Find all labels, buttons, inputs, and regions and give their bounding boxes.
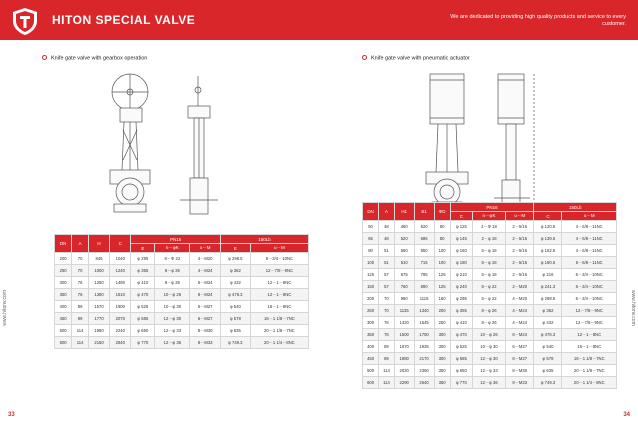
table-cell: 10－φ 30 xyxy=(473,341,506,353)
table-cell: 114 xyxy=(72,337,89,349)
table-cell: 125 xyxy=(434,269,450,281)
table-cell: 1980 xyxy=(88,325,109,337)
table-cell: 520 xyxy=(414,221,434,233)
table-cell: 8－Φ 22 xyxy=(155,253,190,265)
table-cell: 125 xyxy=(363,269,379,281)
table-row xyxy=(363,317,617,329)
table-cell: 250 xyxy=(55,265,72,277)
table-cell: φ 241.3 xyxy=(534,281,562,293)
table-row xyxy=(363,365,617,377)
table-cell: 150 xyxy=(363,281,379,293)
table-cell: 2640 xyxy=(110,337,131,349)
table-cell: 715 xyxy=(414,257,434,269)
table-cell: 12－φ 36 xyxy=(473,377,506,389)
table-cell: φ 145 xyxy=(450,233,472,245)
table-cell: 1925 xyxy=(414,341,434,353)
table-cell: 1880 xyxy=(394,353,414,365)
col-h1: H1 xyxy=(394,203,414,221)
table-cell: 12－φ 36 xyxy=(155,337,190,349)
table-cell: 100 xyxy=(363,257,379,269)
table-cell: 500 xyxy=(363,365,379,377)
table-cell: 114 xyxy=(379,365,395,377)
col-dn: DN xyxy=(55,235,72,253)
section-title-left-text: Knife gate valve with gearbox operation xyxy=(51,55,148,62)
table-cell: φ 295 xyxy=(131,253,155,265)
col-d: ΦD xyxy=(434,203,450,221)
table-cell: 12－φ 30 xyxy=(473,353,506,365)
table-cell: 1610 xyxy=(110,289,131,301)
table-row xyxy=(363,377,617,389)
table-cell: 12－7/8－9NC xyxy=(250,265,308,277)
table-cell: 350 xyxy=(363,329,379,341)
table-row xyxy=(55,289,309,301)
col-pn16-c: C xyxy=(450,212,472,221)
table-cell: 600 xyxy=(55,337,72,349)
table-row xyxy=(363,353,617,365)
table-cell: φ 362 xyxy=(534,305,562,317)
table-cell: 16－1 1/8－7NC xyxy=(250,313,308,325)
table-cell: 76 xyxy=(379,317,395,329)
table-cell: 6－φ 18 xyxy=(473,245,506,257)
table-cell: φ 650 xyxy=(131,325,155,337)
table-cell: 250 xyxy=(434,317,450,329)
table-cell: 57 xyxy=(379,269,395,281)
table-cell: 200 xyxy=(434,305,450,317)
table-cell: 400 xyxy=(363,341,379,353)
table-cell: 10－φ 26 xyxy=(155,289,190,301)
table-row xyxy=(363,269,617,281)
gearbox-spec-table xyxy=(54,234,309,349)
table-cell: 450 xyxy=(363,353,379,365)
table-cell: 650 xyxy=(414,245,434,257)
table-cell: 350 xyxy=(434,365,450,377)
table-cell: 2－5/16 xyxy=(505,257,534,269)
table-cell: 2－5/16 xyxy=(505,233,534,245)
table-cell: φ 432 xyxy=(534,317,562,329)
table-cell: φ 476.3 xyxy=(220,289,250,301)
section-title-right-text: Knife gate valve with pneumatic actuator xyxy=(371,55,470,62)
table-cell: 675 xyxy=(394,269,414,281)
table-cell: 2－M20 xyxy=(505,281,534,293)
table-row xyxy=(363,233,617,245)
table-cell: 586 xyxy=(414,233,434,245)
table-row xyxy=(363,341,617,353)
col-150lb-c: C xyxy=(534,212,562,221)
bullet-icon xyxy=(42,55,47,60)
table-cell: φ 355 xyxy=(131,265,155,277)
table-row xyxy=(363,257,617,269)
table-cell: 80 xyxy=(363,245,379,257)
shield-logo-icon xyxy=(10,6,40,36)
table-cell: φ 578 xyxy=(220,313,250,325)
table-cell: 2360 xyxy=(414,365,434,377)
table-cell: φ 540 xyxy=(220,301,250,313)
table-cell: 6－φ 22 xyxy=(473,293,506,305)
table-cell: 80 xyxy=(434,221,450,233)
table-cell: 6－M24 xyxy=(505,329,534,341)
table-cell: 57 xyxy=(379,281,395,293)
table-cell: 300 xyxy=(434,341,450,353)
table-cell: 6－3/4－10NC xyxy=(562,281,617,293)
table-cell: φ 298.5 xyxy=(534,293,562,305)
table-cell: φ 410 xyxy=(450,317,472,329)
table-cell: 890 xyxy=(414,281,434,293)
table-cell: 89 xyxy=(72,313,89,325)
table-cell: 600 xyxy=(363,377,379,389)
table-cell: φ 120.5 xyxy=(534,221,562,233)
table-cell: 12－1－8NC xyxy=(250,289,308,301)
table-cell: 350 xyxy=(434,377,450,389)
col-b1: B1 xyxy=(414,203,434,221)
table-cell: 2－φ 18 xyxy=(473,233,506,245)
table-cell: φ 770 xyxy=(131,337,155,349)
table-cell: 2170 xyxy=(414,353,434,365)
table-row xyxy=(55,277,309,289)
table-cell: 1570 xyxy=(88,301,109,313)
table-cell: φ 125 xyxy=(450,221,472,233)
col-pn16: PN16 xyxy=(450,203,534,212)
table-cell: 6－φ 18 xyxy=(473,269,506,281)
col-c: C xyxy=(110,235,131,253)
table-cell: 8－φ 26 xyxy=(155,265,190,277)
table-cell: φ 298.5 xyxy=(220,253,250,265)
table-cell: 2－Φ 18 xyxy=(473,221,506,233)
table-cell: 16－1－8NC xyxy=(250,301,308,313)
table-row xyxy=(363,329,617,341)
table-cell: 114 xyxy=(379,377,395,389)
table-cell: 8－M30 xyxy=(190,325,220,337)
table-cell: 8－M33 xyxy=(190,337,220,349)
table-cell: 960 xyxy=(394,293,414,305)
table-cell: 2020 xyxy=(394,365,414,377)
col-dn: DN xyxy=(363,203,379,221)
table-cell: 100 xyxy=(434,257,450,269)
col-150lb-um: u－M xyxy=(250,244,308,253)
col-pn16-nk: n－φK xyxy=(155,244,190,253)
table-cell: 12－1－8NC xyxy=(250,277,308,289)
table-cell: 6－φ 18 xyxy=(473,257,506,269)
table-cell: 2－5/16 xyxy=(505,245,534,257)
table-cell: φ 749.3 xyxy=(220,337,250,349)
table-cell: 4－M20 xyxy=(190,253,220,265)
table-cell: φ 650 xyxy=(450,365,472,377)
table-cell: 70 xyxy=(379,293,395,305)
bullet-icon xyxy=(362,55,367,60)
table-cell: 4－M24 xyxy=(505,317,534,329)
table-cell: 1770 xyxy=(88,313,109,325)
table-cell: 350 xyxy=(55,289,72,301)
table-cell: 12－7/8－9NC xyxy=(562,305,617,317)
table-cell: 65 xyxy=(363,233,379,245)
table-row xyxy=(363,293,617,305)
table-cell: 610 xyxy=(394,257,414,269)
col-150lb: 150Lb xyxy=(220,235,308,244)
pneumatic-spec-table xyxy=(362,202,617,389)
table-cell: 500 xyxy=(55,325,72,337)
table-cell: 200 xyxy=(363,293,379,305)
table-row xyxy=(55,301,309,313)
table-row xyxy=(55,253,309,265)
table-cell: 160 xyxy=(434,293,450,305)
table-header-row xyxy=(363,203,617,212)
table-header-row xyxy=(55,235,309,244)
table-cell: 4－5/8－11NC xyxy=(562,245,617,257)
table-row xyxy=(363,305,617,317)
table-cell: 89 xyxy=(379,341,395,353)
brand-name: HITON SPECIAL VALVE xyxy=(52,13,196,27)
table-row xyxy=(363,221,617,233)
table-row xyxy=(55,265,309,277)
table-cell: 89 xyxy=(72,301,89,313)
table-cell: φ 190.5 xyxy=(534,257,562,269)
table-cell: φ 525 xyxy=(131,301,155,313)
table-cell: 6－φ 22 xyxy=(473,281,506,293)
table-cell: 8－M24 xyxy=(190,289,220,301)
table-cell: 4－5/8－11NC xyxy=(562,221,617,233)
website-side-left: www.hitonv.com xyxy=(2,290,8,326)
table-cell: 2150 xyxy=(88,337,109,349)
col-a: A xyxy=(72,235,89,253)
table-row xyxy=(55,313,309,325)
table-cell: φ 362 xyxy=(220,265,250,277)
table-cell: 70 xyxy=(72,253,89,265)
table-cell: 51 xyxy=(379,257,395,269)
table-cell: 560 xyxy=(394,245,414,257)
table-cell: 100 xyxy=(434,245,450,257)
table-cell: 6－3/4－10NC xyxy=(562,293,617,305)
table-cell: 1545 xyxy=(414,317,434,329)
table-cell: 4－M24 xyxy=(505,305,534,317)
table-cell: 1500 xyxy=(394,329,414,341)
gearbox-valve-drawing xyxy=(68,70,248,220)
table-cell: φ 295 xyxy=(450,293,472,305)
table-cell: 10－φ 30 xyxy=(155,301,190,313)
table-cell: 6－M27 xyxy=(505,353,534,365)
website-side-right: www.hitonv.com xyxy=(630,290,636,326)
table-row xyxy=(363,281,617,293)
table-cell: φ 635 xyxy=(534,365,562,377)
table-cell: 6－M27 xyxy=(190,313,220,325)
table-cell: 20－1 1/8－7NC xyxy=(562,365,617,377)
table-cell: 300 xyxy=(434,329,450,341)
section-title-left xyxy=(42,55,147,62)
table-cell: 450 xyxy=(55,313,72,325)
table-cell: 48 xyxy=(379,221,395,233)
table-cell: φ 160 xyxy=(450,245,472,257)
table-cell: 2070 xyxy=(110,313,131,325)
table-cell: φ 749.3 xyxy=(534,377,562,389)
table-cell: 1670 xyxy=(394,341,414,353)
table-cell: 20－1 1/8－7NC xyxy=(250,325,308,337)
table-cell: φ 355 xyxy=(450,305,472,317)
table-cell: 1115 xyxy=(414,293,434,305)
col-pn16-um: u－M xyxy=(190,244,220,253)
table-cell: 4－M24 xyxy=(190,265,220,277)
table-cell: 80 xyxy=(434,233,450,245)
table-cell: φ 525 xyxy=(450,341,472,353)
table-cell: 300 xyxy=(363,317,379,329)
table-cell: 89 xyxy=(379,353,395,365)
table-cell: 845 xyxy=(88,253,109,265)
table-cell: 12－φ 30 xyxy=(155,313,190,325)
table-cell: φ 470 xyxy=(131,289,155,301)
table-cell: 2－5/16 xyxy=(505,221,534,233)
table-cell: 70 xyxy=(72,265,89,277)
table-cell: 12－φ 33 xyxy=(473,365,506,377)
table-row xyxy=(55,337,309,349)
table-cell: 520 xyxy=(394,233,414,245)
section-title-right xyxy=(362,55,470,62)
table-cell: 8－3/4－10NC xyxy=(250,253,308,265)
table-cell: 2－5/16 xyxy=(505,269,534,281)
table-cell: 1250 xyxy=(88,277,109,289)
table-cell: 76 xyxy=(379,329,395,341)
table-cell: 1750 xyxy=(414,329,434,341)
table-cell: 12－1－8NC xyxy=(562,329,617,341)
table-cell: φ 152.5 xyxy=(534,245,562,257)
table-cell: 70 xyxy=(379,305,395,317)
table-cell: 1380 xyxy=(88,289,109,301)
table-cell: 1000 xyxy=(88,265,109,277)
table-cell: 6－M27 xyxy=(505,341,534,353)
col-150lb: 150Lb xyxy=(534,203,617,212)
table-cell: 2640 xyxy=(414,377,434,389)
table-cell: 4－5/8－11NC xyxy=(562,233,617,245)
col-150lb-um: u－M xyxy=(562,212,617,221)
table-cell: 8－M30 xyxy=(505,365,534,377)
table-cell: 300 xyxy=(55,277,72,289)
table-cell: 760 xyxy=(394,281,414,293)
table-cell: φ 585 xyxy=(450,353,472,365)
table-cell: 76 xyxy=(72,289,89,301)
table-cell: φ 770 xyxy=(450,377,472,389)
table-cell: φ 540 xyxy=(534,341,562,353)
table-cell: 10－φ 26 xyxy=(473,329,506,341)
col-a: A xyxy=(379,203,395,221)
table-cell: φ 470 xyxy=(450,329,472,341)
header-bar xyxy=(0,0,638,40)
table-row xyxy=(55,325,309,337)
table-cell: 460 xyxy=(394,221,414,233)
table-cell: φ 240 xyxy=(450,281,472,293)
table-cell: 48 xyxy=(379,233,395,245)
table-cell: 8－φ 26 xyxy=(473,317,506,329)
page-number-left: 33 xyxy=(8,412,15,418)
table-cell: 114 xyxy=(72,325,89,337)
table-cell: 400 xyxy=(55,301,72,313)
page-number-right: 34 xyxy=(623,412,630,418)
tagline: We are dedicated to providing high quality products and service to every customer. xyxy=(450,14,626,27)
table-cell: 6－3/4－10NC xyxy=(562,269,617,281)
table-cell: 125 xyxy=(434,281,450,293)
table-cell: 1900 xyxy=(110,301,131,313)
col-pn16-um: u－M xyxy=(505,212,534,221)
col-pn16-e: E xyxy=(131,244,155,253)
table-cell: 6－M27 xyxy=(190,301,220,313)
table-cell: φ 635 xyxy=(220,325,250,337)
col-150lb-e: E xyxy=(220,244,250,253)
table-cell: 1040 xyxy=(110,253,131,265)
table-cell: 2290 xyxy=(394,377,414,389)
table-cell: 1480 xyxy=(110,277,131,289)
table-cell: 8－φ 26 xyxy=(473,305,506,317)
table-cell: 8－φ 26 xyxy=(155,277,190,289)
pneumatic-valve-drawing xyxy=(410,68,560,218)
table-cell: φ 180 xyxy=(450,257,472,269)
table-row xyxy=(363,245,617,257)
table-cell: φ 216 xyxy=(534,269,562,281)
table-cell: φ 210 xyxy=(450,269,472,281)
table-cell: 250 xyxy=(363,305,379,317)
table-cell: 6－5/8－11NC xyxy=(562,257,617,269)
table-cell: φ 578 xyxy=(534,353,562,365)
table-cell: 1320 xyxy=(394,317,414,329)
table-cell: φ 139.5 xyxy=(534,233,562,245)
table-cell: 20－1 1/4－8NC xyxy=(562,377,617,389)
table-cell: 4－M20 xyxy=(505,293,534,305)
table-cell: φ 410 xyxy=(131,277,155,289)
table-cell: 795 xyxy=(414,269,434,281)
table-cell: φ 585 xyxy=(131,313,155,325)
col-h: H xyxy=(88,235,109,253)
table-cell: 16－1 1/8－7NC xyxy=(562,353,617,365)
table-cell: 20－1 1/4－8NC xyxy=(250,337,308,349)
table-cell: 1135 xyxy=(394,305,414,317)
table-cell: 12－φ 33 xyxy=(155,325,190,337)
table-cell: 16－1－8NC xyxy=(562,341,617,353)
table-cell: 76 xyxy=(72,277,89,289)
table-cell: φ 432 xyxy=(220,277,250,289)
table-cell: 300 xyxy=(434,353,450,365)
table-cell: 1240 xyxy=(110,265,131,277)
table-cell: 1340 xyxy=(414,305,434,317)
table-cell: φ 476.3 xyxy=(534,329,562,341)
table-cell: 2240 xyxy=(110,325,131,337)
table-cell: 51 xyxy=(379,245,395,257)
table-cell: 50 xyxy=(363,221,379,233)
table-cell: 6－M24 xyxy=(190,277,220,289)
table-cell: 8－M33 xyxy=(505,377,534,389)
table-cell: 12－7/8－9NC xyxy=(562,317,617,329)
col-pn16-nk: n－φK xyxy=(473,212,506,221)
table-cell: 200 xyxy=(55,253,72,265)
col-pn16: PN16 xyxy=(131,235,221,244)
